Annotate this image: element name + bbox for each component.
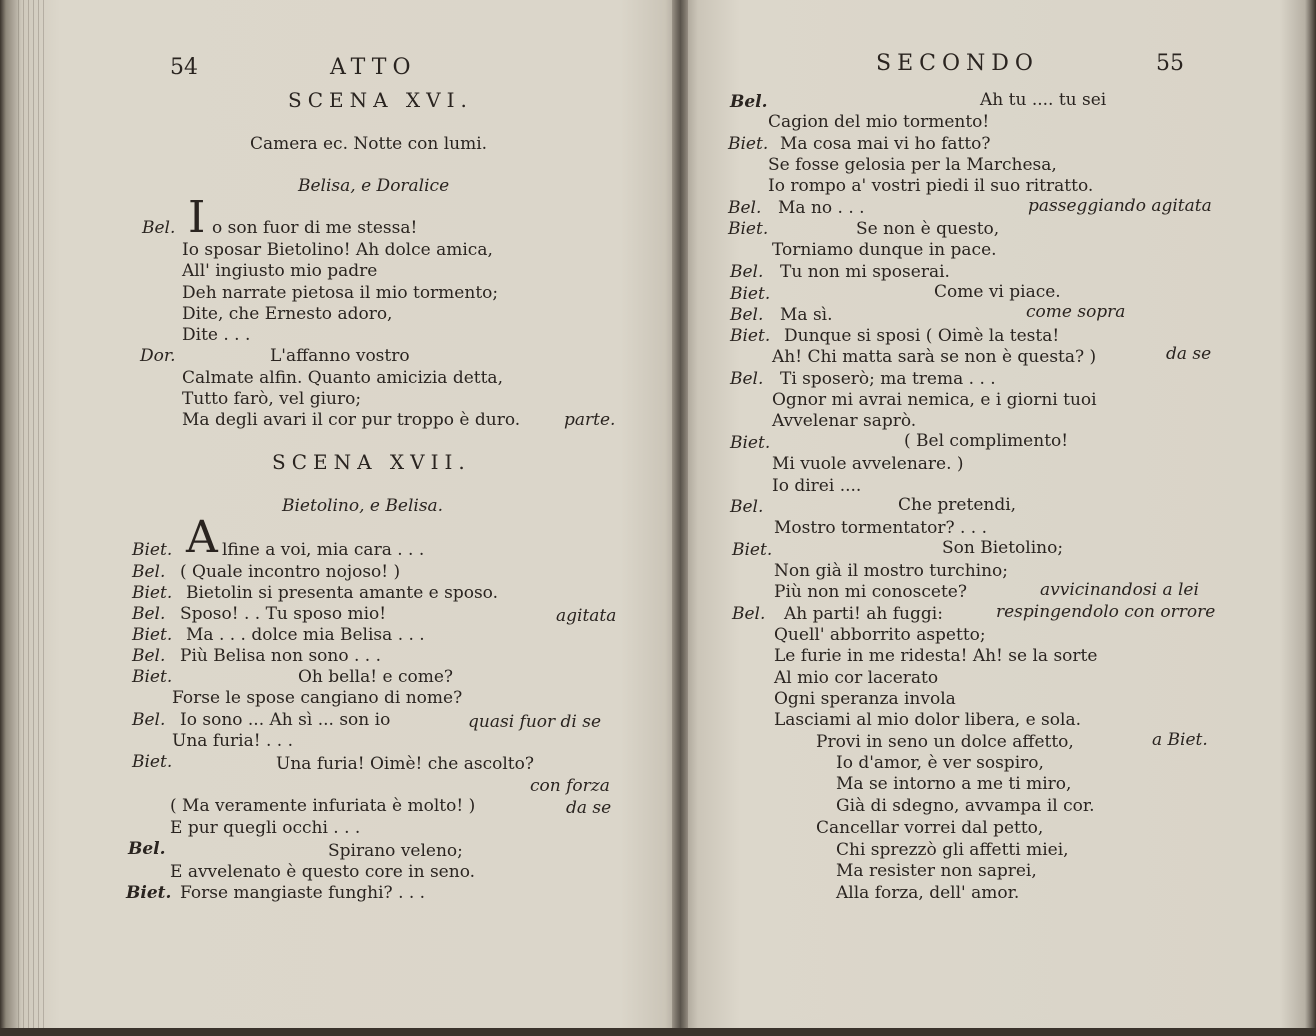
speaker-label: Bel. [732,604,766,624]
speaker-label: Bel. [132,646,166,666]
verse-line: Bietolin si presenta amante e sposo. [186,583,499,603]
stage-direction: parte. [564,410,616,430]
verse-line: Ah! Chi matta sarà se non è questa? ) [772,347,1097,367]
verse-line: Ma sì. [780,305,833,325]
verse-line: Mostro tormentator? . . . [774,518,987,538]
speaker-label: Bel. [730,497,764,517]
drop-cap: I [188,192,206,243]
speaker-label: Biet. [132,625,173,645]
verse-line: Tutto farò, vel giuro; [182,389,362,409]
speaker-label: Bel. [730,92,768,112]
verse-line: Deh narrate pietosa il mio tormento; [182,283,499,303]
drop-cap: A [186,512,218,563]
aria-line: Ma se intorno a me ti miro, [836,774,1072,794]
verse-line: Più Belisa non sono . . . [180,646,382,666]
speaker-label: Biet. [728,219,769,239]
verse-line: All' ingiusto mio padre [182,261,378,281]
speaker-label: Bel. [132,604,166,624]
aria-line: Già di sdegno, avvampa il cor. [836,796,1095,816]
verse-line: Calmate alfin. Quanto amicizia detta, [182,368,503,388]
verse-line: Io direi .... [772,476,862,496]
stage-direction: quasi fuor di se [468,712,602,732]
verse-line: Ognor mi avrai nemica, e i giorni tuoi [772,390,1097,410]
verse-line: Più non mi conoscete? [774,582,967,602]
verse-line: Se non è questo, [856,219,1000,239]
speaker-label: Biet. [132,752,173,772]
bottom-edge [0,1028,1316,1036]
verse-line: Dite, che Ernesto adoro, [182,304,393,324]
speaker-label: Bel. [728,198,762,218]
stage-direction: con forza [530,776,610,796]
speaker-label: Bel. [132,562,166,582]
scene-characters-17: Bietolino, e Belisa. [282,496,444,516]
scene-characters-16: Belisa, e Doralice [298,176,450,196]
verse-line: Ma cosa mai vi ho fatto? [780,134,991,154]
aria-line: Ma resister non saprei, [836,861,1037,881]
verse-line: Cagion del mio tormento! [768,112,990,132]
page-number-right: 55 [1156,51,1184,76]
speaker-label: Biet. [732,540,773,560]
verse-line: Ma no . . . [778,198,865,218]
speaker-label: Biet. [132,667,173,687]
stage-direction: respingendolo con orrore [996,602,1216,622]
verse-line: Quell' abborrito aspetto; [774,625,986,645]
speaker-label: Biet. [126,883,172,903]
verse-line: Una furia! Oimè! che ascolto? [276,754,534,774]
verse-line: Al mio cor lacerato [774,668,939,688]
verse-line: Che pretendi, [898,495,1017,515]
verse-line: Sposo! . . Tu sposo mio! [180,604,387,624]
verse-line: Ogni speranza invola [774,689,956,709]
verse-line: Non già il mostro turchino; [774,561,1008,581]
verse-line: Ah parti! ah fuggi: [784,604,943,624]
speaker-label: Bel. [730,305,764,325]
verse-line: Io rompo a' vostri piedi il suo ritratto. [768,176,1094,196]
verse-line: o son fuor di me stessa! [212,218,418,238]
verse-line: L'affanno vostro [270,346,410,366]
verse-line: Se fosse gelosia per la Marchesa, [768,155,1057,175]
scene-title-17: SCENA XVII. [272,450,471,474]
speaker-label: Bel. [142,218,176,238]
speaker-label: Dor. [140,346,176,366]
verse-line: Torniamo dunque in pace. [772,240,997,260]
aria-line: Cancellar vorrei dal petto, [816,818,1044,838]
running-head-left: ATTO [330,55,417,80]
aria-line: Provi in seno un dolce affetto, [816,732,1074,752]
verse-line: Dunque si sposi ( Oimè la testa! [784,326,1060,346]
verse-line: Come vi piace. [934,282,1061,302]
stage-direction: a Biet. [1152,730,1208,750]
speaker-label: Bel. [730,262,764,282]
speaker-label: Biet. [730,433,771,453]
speaker-label: Biet. [728,134,769,154]
speaker-label: Biet. [730,326,771,346]
verse-line: lfine a voi, mia cara . . . [222,540,425,560]
stage-direction: passeggiando agitata [1028,196,1212,216]
stage-direction: da se [566,798,612,818]
stage-direction: agitata [556,606,617,626]
verse-line: Mi vuole avvelenare. ) [772,454,964,474]
verse-line: ( Bel complimento! [904,431,1069,451]
verse-line: E pur quegli occhi . . . [170,818,361,838]
verse-line: Una furia! . . . [172,731,294,751]
scene-setting: Camera ec. Notte con lumi. [250,134,488,154]
verse-line: ( Ma veramente infuriata è molto! ) [170,796,476,816]
verse-line: E avvelenato è questo core in seno. [170,862,476,882]
verse-line: Spirano veleno; [328,841,463,861]
verse-line: Son Bietolino; [942,538,1064,558]
verse-line: Forse le spose cangiano di nome? [172,688,463,708]
book-gutter [672,0,688,1036]
verse-line: Tu non mi sposerai. [780,262,950,282]
speaker-label: Bel. [128,839,166,859]
verse-line: ( Quale incontro nojoso! ) [180,562,401,582]
verse-line: Lasciami al mio dolor libera, e sola. [774,710,1081,730]
stage-direction: avvicinandosi a lei [1040,580,1199,600]
verse-line: Avvelenar saprò. [772,411,917,431]
verse-line: Io sposar Bietolino! Ah dolce amica, [182,240,493,260]
aria-line: Alla forza, dell' amor. [836,883,1020,903]
verse-line: Ah tu .... tu sei [980,90,1107,110]
aria-line: Chi sprezzò gli affetti miei, [836,840,1069,860]
stage-direction: come sopra [1026,302,1126,322]
verse-line: Le furie in me ridesta! Ah! se la sorte [774,646,1098,666]
verse-line: Io sono ... Ah sì ... son io [180,710,391,730]
scene-title-16: SCENA XVI. [288,88,473,112]
speaker-label: Biet. [132,583,173,603]
page-edge-stack [18,0,44,1036]
verse-line: Ma . . . dolce mia Belisa . . . [186,625,425,645]
verse-line: Ti sposerò; ma trema . . . [780,369,996,389]
verse-line: Forse mangiaste funghi? . . . [180,883,426,903]
verse-line: Ma degli avari il cor pur troppo è duro. [182,410,521,430]
speaker-label: Bel. [132,710,166,730]
running-head-right: SECONDO [876,51,1039,76]
verse-line: Dite . . . [182,325,251,345]
stage-direction: da se [1166,344,1212,364]
speaker-label: Bel. [730,369,764,389]
aria-line: Io d'amor, è ver sospiro, [836,753,1044,773]
page-number-left: 54 [170,55,198,80]
speaker-label: Biet. [132,540,173,560]
speaker-label: Biet. [730,284,771,304]
verse-line: Oh bella! e come? [298,667,453,687]
